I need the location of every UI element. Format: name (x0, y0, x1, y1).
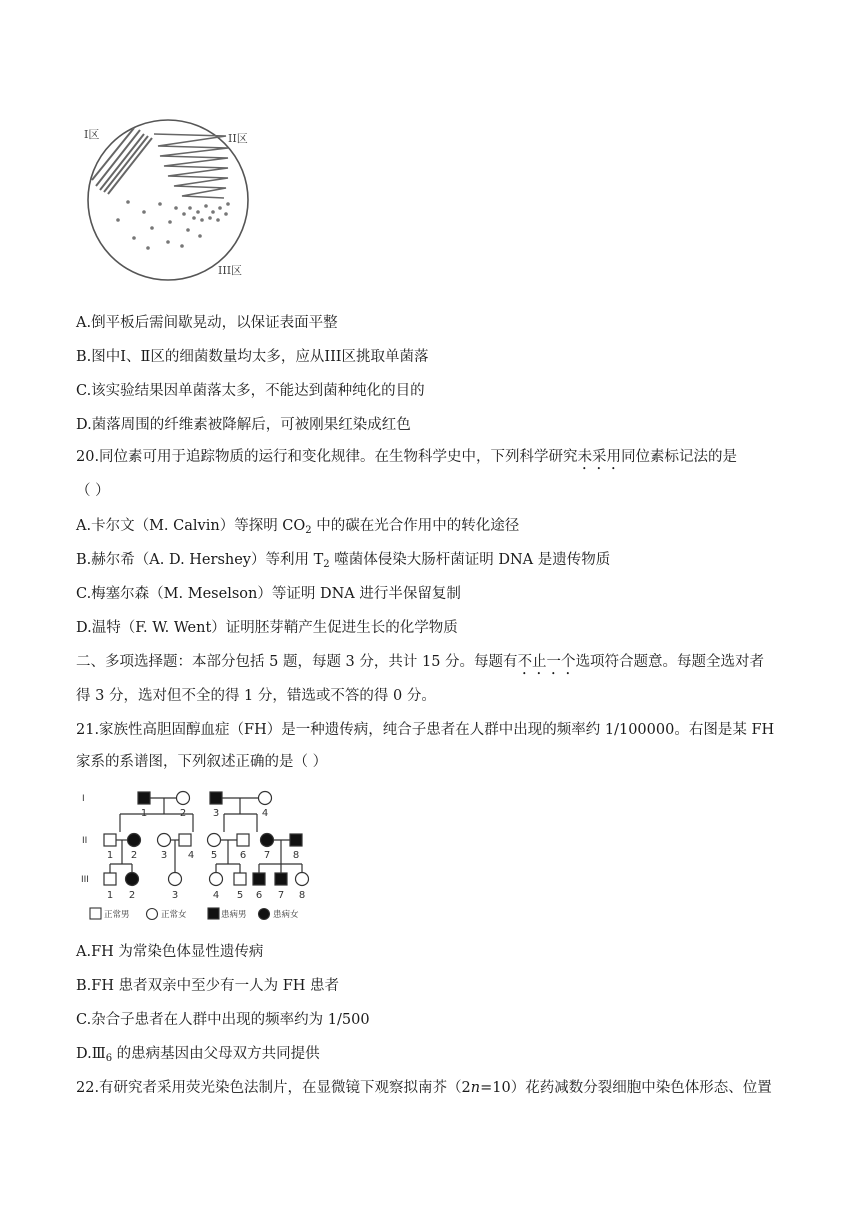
gen2-affected-female (261, 834, 274, 847)
q20-b-sub: 2 (323, 559, 330, 570)
section2-emphasis: 不止一个 (517, 654, 576, 670)
q22-ital: n (470, 1080, 481, 1096)
gen3-num: 4 (212, 890, 220, 901)
q19-option-d: D.菌落周围的纤维素被降解后，可被刚果红染成红色 (76, 417, 411, 433)
gen3-normal-female (296, 873, 309, 886)
q19-option-b: B.图中Ⅰ、Ⅱ区的细菌数量均太多，应从III区挑取单菌落 (76, 349, 429, 365)
gen3-affected-female (126, 873, 139, 886)
gen1-num: 3 (212, 808, 220, 819)
gen1-num: 4 (261, 808, 269, 819)
q21-d-sub: 6 (105, 1053, 113, 1064)
q21-stem-2: 家系的系谱图，下列叙述正确的是（ ） (76, 754, 328, 770)
gen1-normal-female (177, 792, 190, 805)
q20-b-pre: B.赫尔希（A. D. Hershey）等利用 T (76, 552, 324, 568)
q19-option-a: A.倒平板后需间歇晃动，以保证表面平整 (76, 315, 338, 331)
gen2-normal-male (237, 834, 249, 846)
q20-b-post: 噬菌体侵染大肠杆菌证明 DNA 是遗传物质 (329, 552, 611, 568)
q21-d-pre: D.Ⅲ (76, 1046, 106, 1062)
gen2-num: 6 (239, 850, 247, 861)
legend-label: 正常男 (104, 910, 130, 920)
zone3-label: III区 (218, 264, 243, 277)
q22-post: =10）花药减数分裂细胞中染色体形态、位置 (480, 1080, 772, 1096)
gen3-affected-male (275, 873, 287, 885)
gen2-normal-female (158, 834, 171, 847)
gen3-normal-male (104, 873, 116, 885)
section2-instructions-2: 得 3 分，选对但不全的得 1 分，错选或不答的得 0 分。 (76, 688, 436, 704)
q22-stem (76, 1078, 772, 1098)
q20-option-c: C.梅塞尔森（M. Meselson）等证明 DNA 进行半保留复制 (76, 586, 461, 602)
gen3-num: 3 (171, 890, 179, 901)
gen1-affected-male (210, 792, 222, 804)
legend-normal-male-icon (90, 908, 101, 919)
gen3-num: 1 (106, 890, 114, 901)
gen3-num: 8 (298, 890, 306, 901)
pedigree-gen3 (104, 873, 309, 886)
legend-normal-female-icon (147, 909, 158, 920)
q21-option-b: B.FH 患者双亲中至少有一人为 FH 患者 (76, 978, 340, 994)
gen2-normal-male (179, 834, 191, 846)
section2-instructions-1 (76, 652, 764, 678)
q19-option-c: C.该实验结果因单菌落太多，不能达到菌种纯化的目的 (76, 383, 425, 399)
q20-stem (76, 447, 737, 473)
gen3-num: 7 (277, 890, 285, 901)
q21-d-post: 的患病基因由父母双方共同提供 (112, 1046, 320, 1062)
gen2-num: 1 (106, 850, 114, 861)
q21-option-c: C.杂合子患者在人群中出现的频率约为 1/500 (76, 1012, 370, 1028)
streak-plate-figure (78, 108, 258, 286)
gen2-num: 4 (187, 850, 195, 861)
q21-option-a: A.FH 为常染色体显性遗传病 (76, 944, 264, 960)
q20-stem-b: 同位素标记法的是 (621, 449, 738, 465)
legend-label: 患病女 (273, 910, 299, 920)
gen2-affected-female (128, 834, 141, 847)
zone2-label: II区 (228, 132, 248, 145)
gen2-normal-male (104, 834, 116, 846)
gen-label-1: I (82, 794, 85, 804)
gen1-num: 1 (140, 808, 148, 819)
gen1-num: 2 (179, 808, 187, 819)
section2-text-a: 二、多项选择题：本部分包括 5 题，每题 3 分，共计 15 分。每题有 (76, 654, 518, 670)
q20-answer-paren: （ ） (76, 483, 110, 499)
gen2-num: 3 (160, 850, 168, 861)
gen3-normal-female (210, 873, 223, 886)
q20-option-b (76, 550, 610, 570)
gen1-normal-female (259, 792, 272, 805)
gen3-affected-male (253, 873, 265, 885)
gen2-num: 5 (210, 850, 218, 861)
zone1-label: I区 (84, 128, 100, 141)
gen1-affected-male (138, 792, 150, 804)
gen3-num: 6 (255, 890, 263, 901)
gen2-normal-female (208, 834, 221, 847)
q21-option-d (76, 1044, 320, 1064)
zone2-streaks (154, 134, 228, 198)
gen-label-2: II (82, 836, 88, 846)
legend-affected-female-icon (259, 909, 270, 920)
gen3-normal-male (234, 873, 246, 885)
q20-stem-emphasis: 未采用 (577, 449, 622, 465)
gen2-affected-male (290, 834, 302, 846)
q21-stem-1: 21.家族性高胆固醇血症（FH）是一种遗传病，纯合子患者在人群中出现的频率约 1/100000。右图是某 FH (76, 722, 775, 738)
q20-a-sub: 2 (305, 525, 312, 536)
gen2-num: 8 (292, 850, 300, 861)
gen3-num: 5 (236, 890, 244, 901)
q20-option-d: D.温特（F. W. Went）证明胚芽鞘产生促进生长的化学物质 (76, 620, 458, 636)
gen3-normal-female (169, 873, 182, 886)
legend-label: 患病男 (221, 910, 247, 920)
q20-a-pre: A.卡尔文（M. Calvin）等探明 CO (76, 518, 306, 534)
q20-stem-a: 20.同位素可用于追踪物质的运行和变化规律。在生物科学史中，下列科学研究 (76, 449, 578, 465)
legend-affected-male-icon (208, 908, 219, 919)
q20-a-post: 中的碳在光合作用中的转化途径 (311, 518, 520, 534)
gen-label-3: III (81, 875, 89, 885)
gen3-num: 2 (128, 890, 136, 901)
legend-label: 正常女 (161, 910, 187, 920)
q20-option-a (76, 516, 519, 536)
zone1-streaks (92, 128, 152, 194)
pedigree-chart (80, 784, 330, 926)
section2-text-b: 选项符合题意。每题全选对者 (575, 654, 765, 670)
pedigree-gen2 (104, 834, 302, 847)
q22-pre: 22.有研究者采用荧光染色法制片，在显微镜下观察拟南芥（2 (76, 1080, 471, 1096)
gen2-num: 7 (263, 850, 271, 861)
zone3-colonies (116, 200, 230, 250)
gen2-num: 2 (130, 850, 138, 861)
